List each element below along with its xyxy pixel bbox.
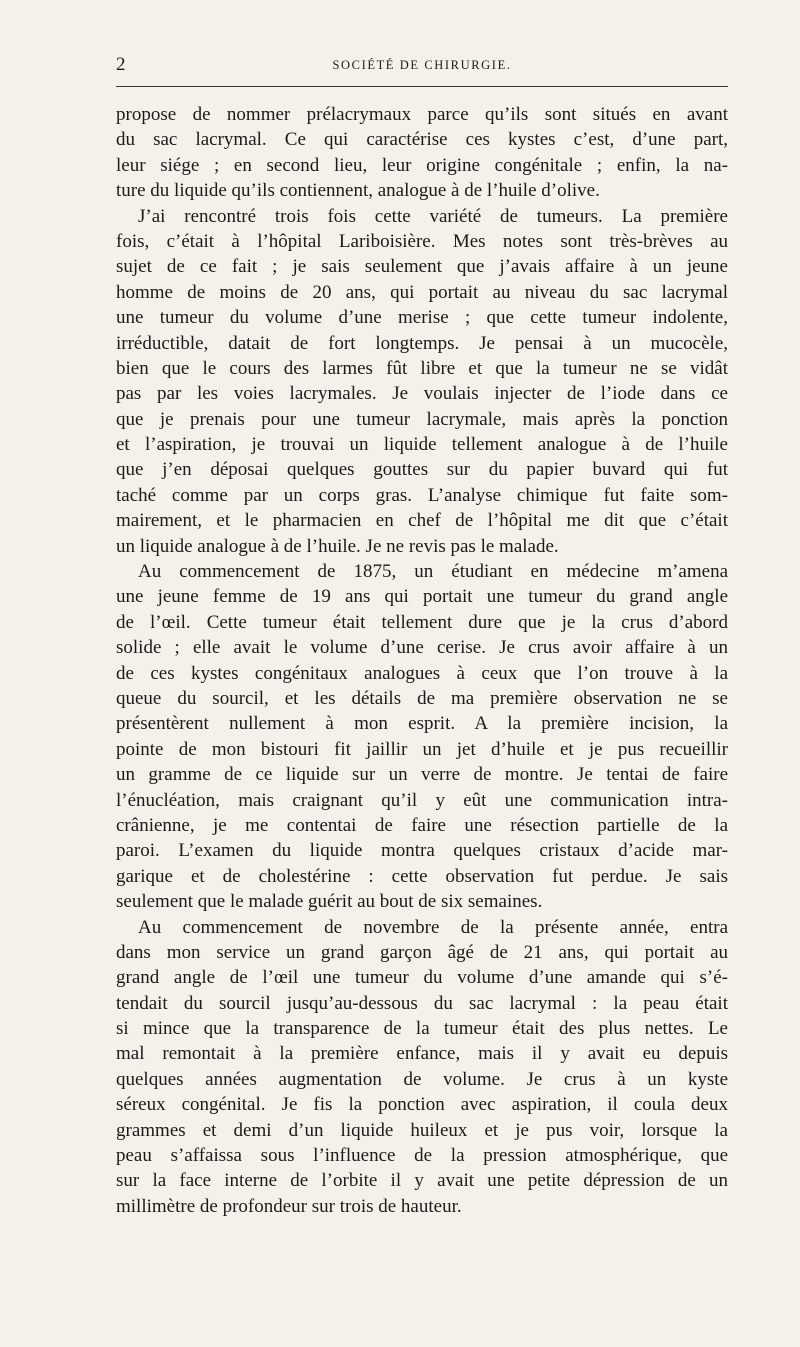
text-line: que j’en déposai quelques gouttes sur du papier buvard qui fut	[116, 459, 728, 481]
text-line: crânienne, je me contentai de faire une résection partielle de la	[116, 814, 728, 836]
text-line: garique et de cholestérine : cette observation fut perdue. Je sais	[116, 865, 728, 887]
page-number: 2	[116, 54, 126, 75]
text-line: et l’aspiration, je trouvai un liquide tellement analogue à de l’huile	[116, 434, 728, 456]
text-line: homme de moins de 20 ans, qui portait au niveau du sac lacrymal	[116, 281, 728, 303]
text-line: irréductible, datait de fort longtemps. Je pensai à un mucocèle,	[116, 332, 728, 354]
text-line: une tumeur du volume d’une merise ; que cette tumeur indolente,	[116, 307, 728, 329]
text-line: une jeune femme de 19 ans qui portait une tumeur du grand angle	[116, 586, 728, 608]
running-head	[116, 50, 728, 80]
text-line: J’ai rencontré trois fois cette variété de tumeurs. La première	[138, 205, 728, 227]
text-line: queue du sourcil, et les détails de ma première observation ne se	[116, 687, 728, 709]
text-line: peau s’affaissa sous l’influence de la pression atmosphérique, que	[116, 1145, 728, 1167]
text-line: tendait du sourcil jusqu’au-dessous du sac lacrymal : la peau était	[116, 992, 728, 1014]
paragraph	[116, 915, 728, 1220]
text-line: paroi. L’examen du liquide montra quelques cristaux d’acide mar-	[116, 840, 728, 862]
text-line: propose de nommer prélacrymaux parce qu’ils sont situés en avant	[116, 104, 728, 125]
body-text	[116, 102, 728, 1219]
text-line: pas par les voies lacrymales. Je voulais injecter de l’iode dans ce	[116, 383, 728, 405]
paragraph	[116, 102, 728, 204]
header-rule	[116, 86, 728, 87]
text-line: du sac lacrymal. Ce qui caractérise ces kystes c’est, d’une part,	[116, 129, 728, 151]
text-line: mairement, et le pharmacien en chef de l’hôpital me dit que c’était	[116, 510, 728, 532]
text-line: fois, c’était à l’hôpital Lariboisière. Mes notes sont très-brèves au	[116, 230, 728, 252]
running-title: SOCIÉTÉ DE CHIRURGIE.	[332, 58, 512, 72]
text-line: leur siége ; en second lieu, leur origine congénitale ; enfin, la na-	[116, 154, 728, 176]
text-line: quelques années augmentation de volume. Je crus à un kyste	[116, 1068, 728, 1090]
text-line: sur la face interne de l’orbite il y avait une petite dépression de un	[116, 1170, 728, 1192]
text-line: millimètre de profondeur sur trois de hauteur.	[116, 1195, 462, 1217]
text-line: l’énucléation, mais craignant qu’il y eût une communication intra-	[116, 789, 728, 811]
text-line: grand angle de l’œil une tumeur du volume d’une amande qui s’é-	[116, 967, 728, 989]
text-line: ture du liquide qu’ils contiennent, analogue à de l’huile d’olive.	[116, 180, 600, 202]
text-line: dans mon service un grand garçon âgé de 21 ans, qui portait au	[116, 941, 728, 963]
text-line: de ces kystes congénitaux analogues à ceux que l’on trouve à la	[116, 662, 728, 684]
text-line: de l’œil. Cette tumeur était tellement dure que je la crus d’abord	[116, 611, 728, 633]
text-line: sujet de ce fait ; je sais seulement que j’avais affaire à un jeune	[116, 256, 728, 278]
text-line: un gramme de ce liquide sur un verre de montre. Je tentai de faire	[116, 764, 728, 786]
text-line: Au commencement de novembre de la présente année, entra	[138, 916, 728, 938]
text-line: pointe de mon bistouri fit jaillir un jet d’huile et je pus recueillir	[116, 738, 728, 760]
text-line: bien que le cours des larmes fût libre et que la tumeur ne se vidât	[116, 357, 728, 379]
text-line: mal remontait à la première enfance, mais il y avait eu depuis	[116, 1043, 728, 1065]
text-line: taché comme par un corps gras. L’analyse chimique fut faite som-	[116, 484, 728, 506]
text-line: grammes et demi d’un liquide huileux et je pus voir, lorsque la	[116, 1119, 728, 1141]
text-line: Au commencement de 1875, un étudiant en médecine m’amena	[138, 561, 728, 583]
paragraph	[116, 559, 728, 914]
text-line: solide ; elle avait le volume d’une cerise. Je crus avoir affaire à un	[116, 637, 728, 659]
text-line: séreux congénital. Je fis la ponction avec aspiration, il coula deux	[116, 1094, 728, 1116]
text-line: que je prenais pour une tumeur lacrymale, mais après la ponction	[116, 408, 728, 430]
text-line: seulement que le malade guérit au bout de six semaines.	[116, 891, 543, 913]
text-line: un liquide analogue à de l’huile. Je ne revis pas le malade.	[116, 535, 559, 557]
paragraph	[116, 204, 728, 559]
text-line: si mince que la transparence de la tumeur était des plus nettes. Le	[116, 1018, 728, 1040]
text-line: présentèrent nullement à mon esprit. A la première incision, la	[116, 713, 728, 735]
